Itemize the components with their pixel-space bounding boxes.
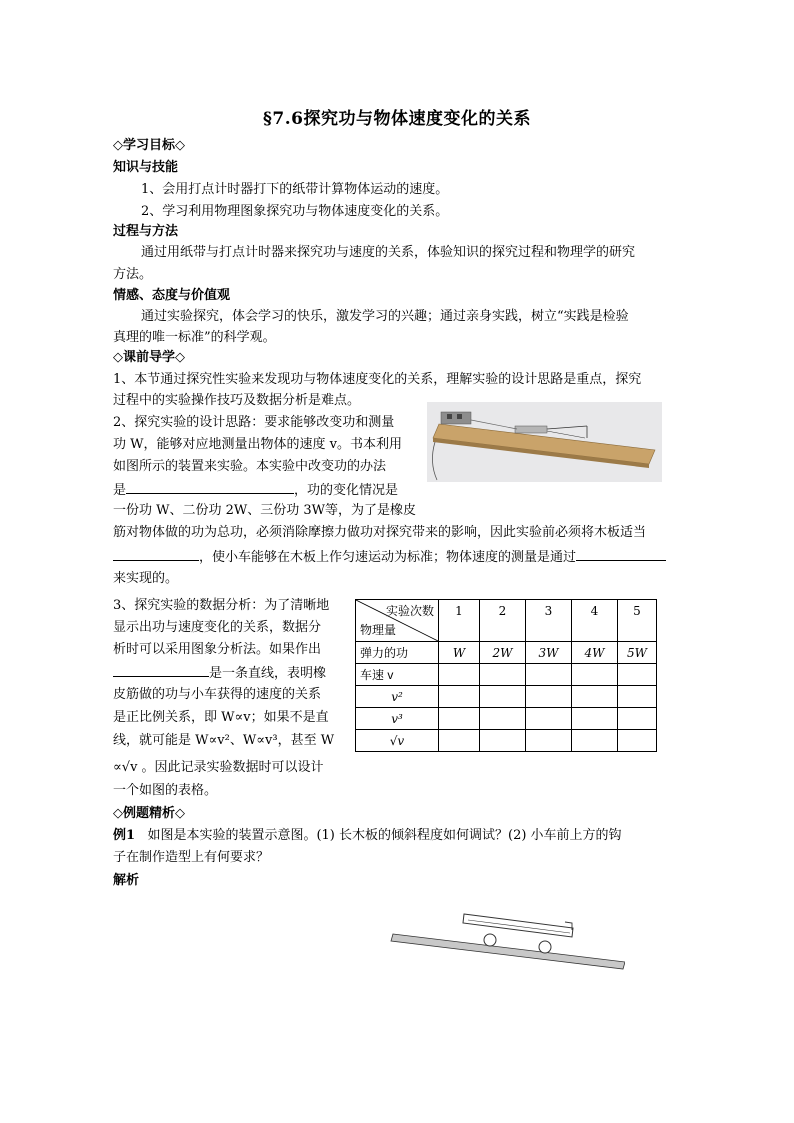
table-row [356, 686, 657, 708]
intro-item-2d [113, 480, 398, 500]
table-cell[interactable] [572, 664, 618, 686]
emotion-text-1: 通过实验探究，体会学习的快乐，激发学习的兴趣；通过亲身实践，树立“实践是检验 [141, 309, 629, 324]
intro-item-3f: 是正比例关系，即 W∝v；如果不是直 [113, 710, 329, 725]
answer-blank-method[interactable] [126, 480, 294, 494]
intro-item-2g-text: ，使小车能够在木板上作匀速运动为标准；物体速度的测量是通过 [199, 550, 577, 565]
intro-item-1b: 过程中的实验操作技巧及数据分析是难点。 [113, 393, 361, 408]
intro-item-2e: 一份功 W、二份功 2W、三份功 3W等，为了是橡皮 [113, 503, 417, 518]
table-cell[interactable] [618, 730, 657, 752]
row-label-speed: 车速 v [356, 664, 439, 686]
work-value-4: 4W [572, 642, 618, 664]
row-label-v3: v³ [356, 708, 439, 730]
table-cell[interactable] [439, 708, 480, 730]
work-value-1: W [439, 642, 480, 664]
answer-blank-graph[interactable] [113, 663, 209, 677]
table-cell[interactable] [526, 708, 572, 730]
row-label-v2: v² [356, 686, 439, 708]
intro-item-3a: 3、探究实验的数据分析：为了清晰地 [113, 598, 330, 613]
emotion-text-2: 真理的唯一标准”的科学观。 [113, 330, 276, 345]
intro-item-2a: 2、探究实验的设计思路：要求能够改变功和测量 [113, 415, 395, 430]
table-row [356, 730, 657, 752]
data-table [355, 599, 657, 752]
section-heading-preview: ◇课前导学◇ [113, 350, 185, 365]
table-cell[interactable] [439, 730, 480, 752]
col-header-5: 5 [618, 600, 657, 642]
intro-item-3b: 显示出功与速度变化的关系，数据分 [113, 620, 322, 635]
example-1-line-1 [113, 827, 622, 845]
table-cell[interactable] [526, 730, 572, 752]
table-cell[interactable] [526, 686, 572, 708]
table-cell[interactable] [618, 708, 657, 730]
answer-blank-tilt[interactable] [113, 547, 199, 561]
col-header-1: 1 [439, 600, 480, 642]
intro-item-3i: 一个如图的表格。 [113, 783, 218, 798]
intro-item-2c: 如图所示的装置来实验。本实验中改变功的办法 [113, 459, 387, 474]
intro-item-3g: 线，就可能是 W∝v²、W∝v³，甚至 W [113, 733, 335, 748]
apparatus-photo [427, 402, 662, 482]
work-value-3: 3W [526, 642, 572, 664]
table-cell[interactable] [618, 664, 657, 686]
table-row [356, 642, 657, 664]
header-quantity: 物理量 [360, 623, 397, 637]
table-cell[interactable] [480, 664, 526, 686]
header-trial-count: 实验次数 [385, 604, 434, 618]
intro-item-1a: 1、本节通过探究性实验来发现功与物体速度变化的关系，理解实验的设计思路是重点，探究 [113, 372, 642, 387]
intro-item-2h: 来实现的。 [113, 571, 179, 586]
section-heading-examples: ◇例题精析◇ [113, 806, 185, 821]
section-heading-objectives: ◇学习目标◇ [113, 138, 185, 153]
table-cell[interactable] [572, 730, 618, 752]
table-header-row [356, 600, 657, 642]
answer-blank-speed[interactable] [576, 547, 666, 561]
table-cell[interactable] [572, 708, 618, 730]
intro-item-3c: 析时可以采用图象分析法。如果作出 [113, 642, 322, 657]
intro-item-3d-text: 是一条直线，表明橡 [209, 666, 327, 681]
process-text-2: 方法。 [113, 267, 153, 282]
col-header-3: 3 [526, 600, 572, 642]
table-cell[interactable] [526, 664, 572, 686]
table-cell[interactable] [480, 686, 526, 708]
table-cell[interactable] [618, 686, 657, 708]
col-header-2: 2 [480, 600, 526, 642]
subheading-process: 过程与方法 [113, 224, 179, 239]
row-label-sqrt-v: √v [356, 730, 439, 752]
table-cell[interactable] [572, 686, 618, 708]
table-diagonal-header [356, 600, 439, 642]
subheading-emotion: 情感、态度与价值观 [113, 288, 231, 303]
table-cell[interactable] [480, 730, 526, 752]
knowledge-item-1: 1、会用打点计时器打下的纸带计算物体运动的速度。 [141, 182, 449, 197]
table-cell[interactable] [480, 708, 526, 730]
table-row [356, 664, 657, 686]
table-row [356, 708, 657, 730]
intro-item-2f: 筋对物体做的功为总功，必须消除摩擦力做功对探究带来的影响，因此实验前必须将木板适当 [113, 525, 647, 540]
intro-item-3e: 皮筋做的功与小车获得的速度的关系 [113, 687, 322, 702]
table-cell[interactable] [439, 686, 480, 708]
intro-item-2d-start: 是 [113, 483, 127, 498]
knowledge-item-2: 2、学习利用物理图象探究功与物体速度变化的关系。 [141, 204, 449, 219]
intro-item-2g [113, 547, 666, 567]
work-value-5: 5W [618, 642, 657, 664]
row-label-work: 弹力的功 [356, 642, 439, 664]
col-header-4: 4 [572, 600, 618, 642]
example-1-text: 如图是本实验的装置示意图。(1) 长木板的倾斜程度如何调试？(2) 小车前上方的钩 [147, 828, 622, 843]
inclined-plane-diagram [390, 910, 625, 972]
intro-item-3d [113, 663, 326, 683]
intro-item-2b: 功 W，能够对应地测量出物体的速度 v。书本利用 [113, 437, 402, 452]
example-1-label: 例1 [113, 828, 136, 843]
example-1-line-2: 子在制作造型上有何要求？ [113, 850, 270, 865]
page-title: §7.6探究功与物体速度变化的关系 [263, 109, 531, 129]
work-value-2: 2W [480, 642, 526, 664]
table-cell[interactable] [439, 664, 480, 686]
intro-item-2d-end: ，功的变化情况是 [294, 483, 399, 498]
subheading-knowledge: 知识与技能 [113, 160, 179, 175]
intro-item-3h: ∝√v 。因此记录实验数据时可以设计 [113, 760, 324, 775]
process-text-1: 通过用纸带与打点计时器来探究功与速度的关系，体验知识的探究过程和物理学的研究 [141, 245, 636, 260]
answer-heading: 解析 [113, 873, 140, 888]
